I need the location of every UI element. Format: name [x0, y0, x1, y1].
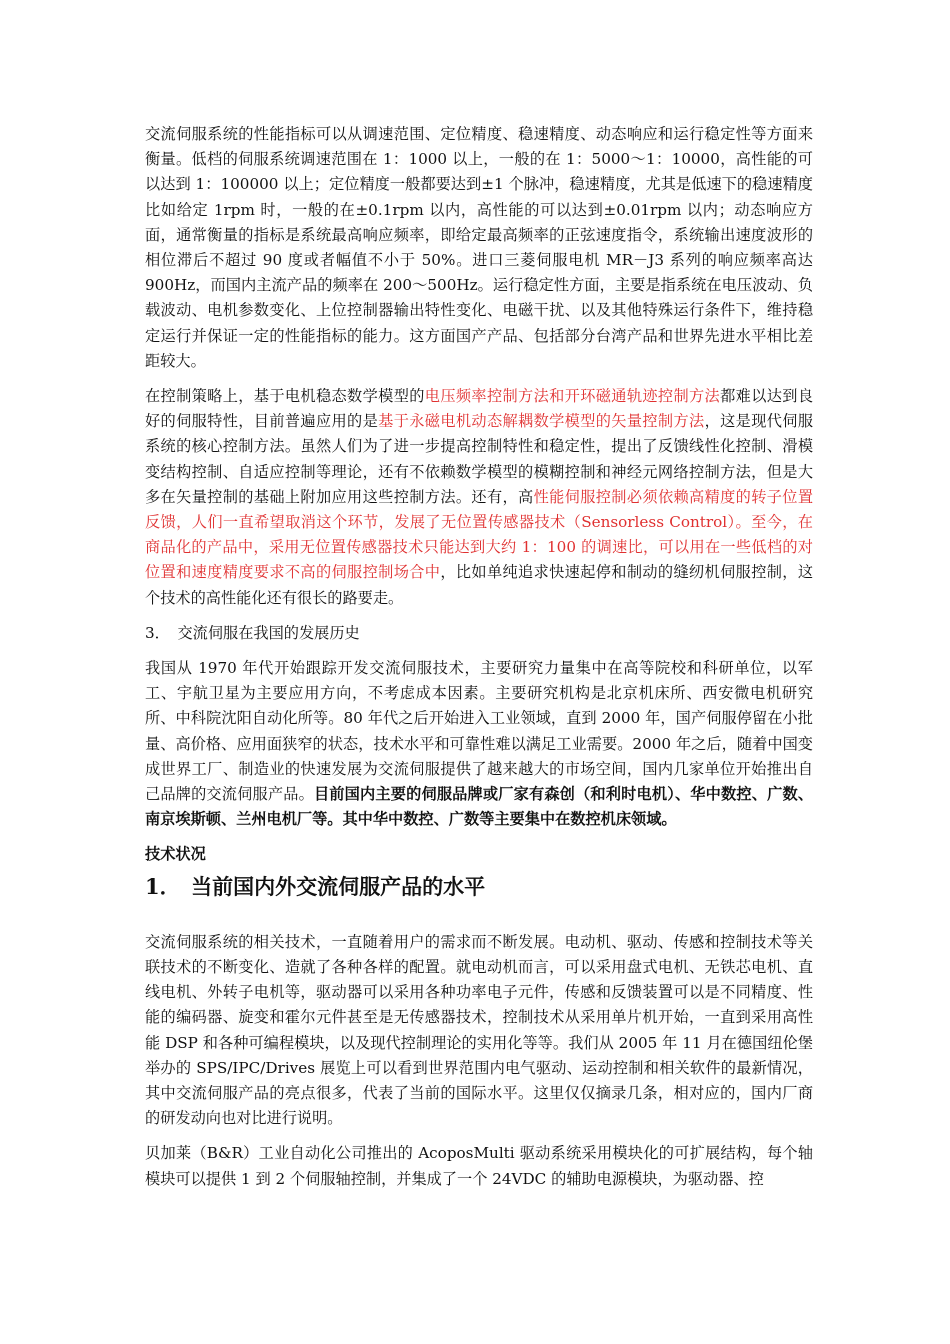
text-span: 都难以达到良好的伺服特性，目前普遍应用的是 [145, 387, 814, 431]
text-span: 在控制策略上，基于电机稳态数学模型的 [145, 387, 425, 406]
paragraph-br-acoposmulti: 贝加莱（B&R）工业自动化公司推出的 AcoposMulti 驱动系统采用模块化的可扩展结构，每个轴模块可以提供 1 到 2 个伺服轴控制，并集成了一个 24VDC 的辅助电源模块，为驱动器、控 [145, 1144, 813, 1188]
text-span: 我国从 1970 年代开始跟踪开发交流伺服技术，主要研究力量集中在高等院校和科研单位，以军工、宇航卫星为主要应用方向，不考虑成本因素。主要研究机构是北京机床所、西安微电机研究所、中科院沈阳自动化所等。80 年代之后开始进入工业领域，直到 2000 年，国产伺服停留在小批量、高价格、应用面狭窄的状态，技术水平和可靠性难以满足工业需要。2000 年之后，随着中国变成世界工厂、制造业的快速发展为交流伺服提供了越来越大的市场空间，国内几家单位开始推出自己品牌的交流伺服产品。 [145, 659, 813, 804]
heading-product-level: 1． 当前国内外交流伺服产品的水平 [145, 873, 486, 899]
heading-tech-status: 技术状况 [145, 845, 206, 864]
document-body [145, 122, 813, 1202]
section-heading-history: 3． 交流伺服在我国的发展历史 [145, 623, 360, 642]
highlighted-text: 电压频率控制方法和开环磁通轨迹控制方法 [424, 387, 721, 406]
highlighted-text: 基于永磁电机动态解耦数学模型的矢量控制方法 [378, 412, 705, 431]
paragraph-related-tech: 交流伺服系统的相关技术，一直随着用户的需求而不断发展。电动机、驱动、传感和控制技术等关联技术的不断变化、造就了各种各样的配置。就电动机而言，可以采用盘式电机、无铁芯电机、直线电机、外转子电机等，驱动器可以采用各种功率电子元件，传感和反馈装置可以是不同精度、性能的编码器、旋变和霍尔元件甚至是无传感器技术，控制技术从采用单片机开始，一直到采用高性能 DSP 和各种可编程模块，以及现代控制理论的实用化等等。我们从 2005 年 11 月在德国纽伦堡举办的 SPS/IPC/Drives 展览上可以看到世界范围内电气驱动、运动控制和相关软件的最新情况，其中交流伺服产品的亮点很多，代表了当前的国际水平。这里仅仅摘录几条，相对应的，国内厂商的研发动向也对比进行说明。 [145, 932, 813, 1128]
text-span: ，这是现代伺服系统的核心控制方法。虽然人们为了进一步提高控制特性和稳定性，提出了反馈线性化控制、滑模变结构控制、自适应控制等理论，还有不依赖数学模型的模糊控制和神经元网络控制方法，但是大多在矢量控制的基础上附加应用这些控制方法。还有，高 [145, 412, 814, 506]
paragraph-history [145, 656, 813, 832]
paragraph-control-strategy [145, 384, 813, 611]
paragraph-performance-indicators: 交流伺服系统的性能指标可以从调速范围、定位精度、稳速精度、动态响应和运行稳定性等方面来衡量。低档的伺服系统调速范围在 1：1000 以上，一般的在 1：5000～1：10000，高性能的可以达到 1：100000 以上；定位精度一般都要达到±1 个脉冲，稳速精度，尤其是低速下的稳速精度比如给定 1rpm 时，一般的在±0.1rpm 以内，高性能的可以达到±0.01rpm 以内；动态响应方面，通常衡量的指标是系统最高响应频率，即给定最高频率的正弦速度指令，系统输出速度波形的相位滞后不超过 90 度或者幅值不小于 50%。进口三菱伺服电机 MR－J3 系列的响应频率高达 900Hz，而国内主流产品的频率在 200～500Hz。运行稳定性方面，主要是指系统在电压波动、负载波动、电机参数变化、上位控制器输出特性变化、电磁干扰、以及其他特殊运行条件下，维持稳定运行并保证一定的性能指标的能力。这方面国产产品、包括部分台湾产品和世界先进水平相比差距较大。 [145, 125, 813, 370]
bold-text: 目前国内主要的伺服品牌或厂家有森创（和利时电机）、华中数控、广数、南京埃斯顿、兰州电机厂等。其中华中数控、广数等主要集中在数控机床领域。 [145, 785, 814, 829]
highlighted-text: 性能伺服控制必须依赖高精度的转子位置反馈，人们一直希望取消这个环节，发展了无位置传感器技术（Sensorless Control）。至今，在商品化的产品中，采用无位置传感器技术只能达到大约 1：100 的调速比，可以用在一些低档的对位置和速度精度要求不高的伺服控制场合中 [145, 487, 814, 582]
text-span: ，比如单纯追求快速起停和制动的缝纫机伺服控制，这个技术的高性能化还有很长的路要走。 [145, 563, 814, 607]
